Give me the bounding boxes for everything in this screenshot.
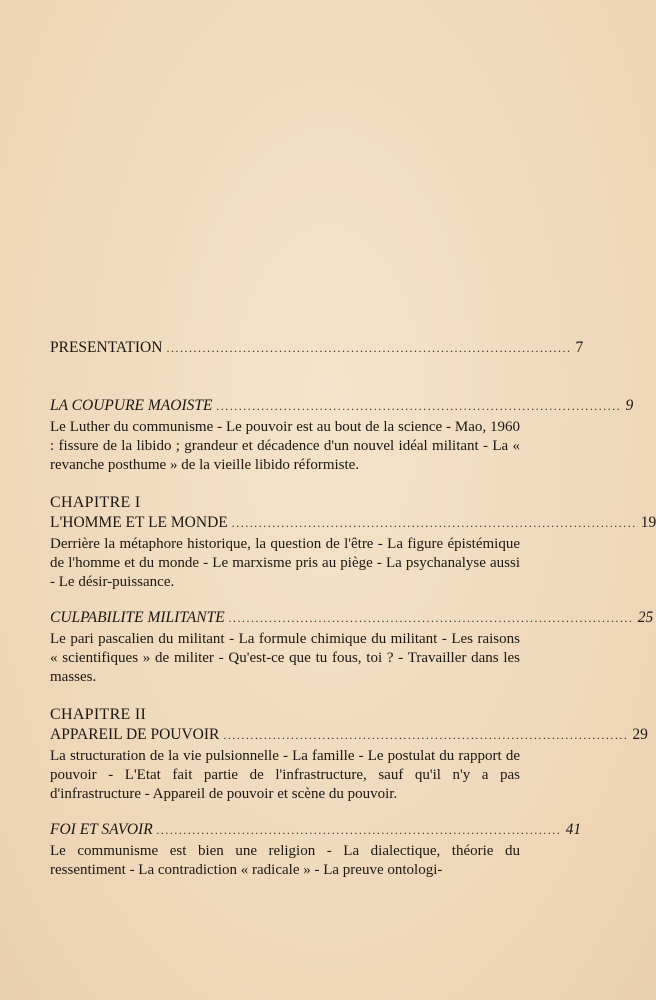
leader-dots: .......................................................................................... — [216, 399, 622, 413]
entry-title: PRESENTATION — [50, 339, 163, 356]
entry-summary: Le pari pascalien du militant - La formule chimique du militant - Les raisons « scientifiques » de militer - Qu'est-ce que tu fous, toi ? - Travailler dans les masses. — [50, 631, 520, 685]
page-number: 29 — [632, 726, 648, 743]
toc-entry-title-row — [50, 608, 654, 628]
entry-title: APPAREIL DE POUVOIR — [50, 726, 220, 743]
toc-section — [50, 608, 654, 687]
table-of-contents — [50, 338, 656, 880]
entry-title: FOI ET SAVOIR — [50, 821, 153, 838]
toc-entry-title-row — [50, 725, 648, 745]
toc-entry-title-row — [50, 396, 634, 416]
entry-title: L'HOMME ET LE MONDE — [50, 514, 228, 531]
toc-section — [50, 820, 582, 880]
toc-entry-title-row — [50, 513, 656, 533]
entry-summary: La structuration de la vie pulsionnelle - La famille - Le postulat du rapport de pouvoir - L'Etat fait partie de l'infrastructure, sauf qu'il n'y a pas d'infrastructure - Appareil de pouvoir et scène du pouvoir. — [50, 748, 520, 802]
entry-title: CULPABILITE MILITANTE — [50, 609, 225, 626]
toc-section — [50, 493, 656, 592]
page-number: 9 — [625, 397, 634, 414]
page-number: 7 — [575, 339, 584, 356]
leader-dots: .......................................................................................... — [228, 611, 634, 625]
toc-section — [50, 705, 648, 804]
leader-dots: .......................................................................................... — [223, 728, 629, 742]
entry-summary: Le Luther du communisme - Le pouvoir est au bout de la science - Mao, 1960 : fissure de la libido ; grandeur et décadence d'un nouvel idéal militant - La « revanche posthume » de la vieille libido réformiste. — [50, 419, 520, 473]
toc-entry-title-row — [50, 820, 582, 840]
entry-summary: Le communisme est bien une religion - La dialectique, théorie du ressentiment - La contradiction « radicale » - La preuve ontologi- — [50, 843, 520, 878]
entry-title: LA COUPURE MAOISTE — [50, 397, 213, 414]
chapter-heading: CHAPITRE II — [50, 706, 147, 723]
leader-dots: .......................................................................................... — [166, 341, 572, 355]
page-number: 41 — [565, 821, 582, 838]
entry-summary: Derrière la métaphore historique, la question de l'être - La figure épistémique de l'homme et du monde - Le marxisme pris au piège - La psychanalyse aussi - Le désir-puissance. — [50, 536, 520, 590]
chapter-heading: CHAPITRE I — [50, 494, 141, 511]
toc-entry-presentation — [50, 338, 584, 358]
page-number: 25 — [637, 609, 654, 626]
leader-dots: .......................................................................................... — [231, 516, 637, 530]
toc-section — [50, 396, 634, 475]
leader-dots: .......................................................................................... — [156, 823, 562, 837]
page-number: 19 — [640, 514, 656, 531]
